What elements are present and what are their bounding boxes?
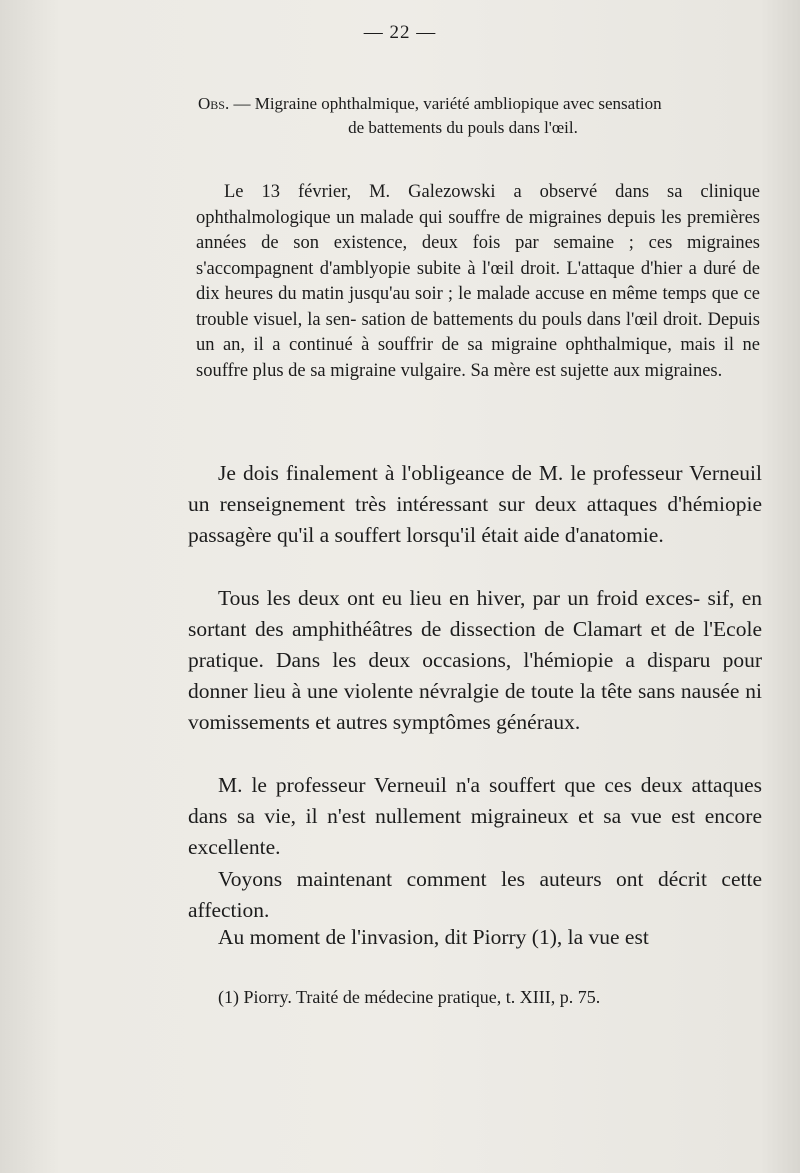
page-number: — 22 —	[363, 22, 437, 43]
body-paragraph-vision: M. le professeur Verneuil n'a souffert que ces deux attaques dans sa vie, il n'est nullement migraineux et sa vue est encore excellente.	[188, 773, 762, 859]
body-paragraph-authors: Voyons maintenant comment les auteurs ont décrit cette affection.	[188, 867, 762, 922]
body-paragraph-verneuil: Je dois finalement à l'obligeance de M. le professeur Verneuil un renseignement très intéressant sur deux attaques d'hémiopie passagère qu'il a souffert lorsqu'il était aide d'anatomie.	[188, 461, 762, 547]
body-paragraph-winter: Tous les deux ont eu lieu en hiver, par un froid exces- sif, en sortant des amphithéâtres de dissection de Clamart et de l'Ecole pratique. Dans les deux occasions, l'hémiopie a disparu pour donner lieu à une violente névralgie de toute la tête sans nausée ni vomissements et autres symptômes généraux.	[188, 586, 762, 734]
observation-title-line2: de battements du pouls dans l'œil.	[348, 118, 578, 137]
observation-heading	[198, 92, 758, 140]
footnote: (1) Piorry. Traité de médecine pratique, t. XIII, p. 75.	[218, 987, 601, 1007]
body-paragraph-piorry: Au moment de l'invasion, dit Piorry (1), la vue est	[218, 925, 649, 949]
observation-paragraph: Le 13 février, M. Galezowski a observé dans sa clinique ophthalmologique un malade qui souffre de migraines depuis les premières années de son existence, deux fois par semaine ; ces migraines s'accompagnent d'amblyopie subite à l'œil droit. L'attaque d'hier a duré de dix heures du matin jusqu'au soir ; le malade accuse en même temps que ce trouble visuel, la sen- sation de battements du pouls dans l'œil droit. Depuis un an, il a continué à souffrir de sa migraine ophthalmique, mais il ne souffre plus de sa migraine vulgaire. Sa mère est sujette aux migraines.	[196, 182, 760, 381]
observation-title-line1: — Migraine ophthalmique, variété ambliopique avec sensation	[229, 94, 662, 113]
observation-lead: Obs.	[198, 94, 230, 113]
